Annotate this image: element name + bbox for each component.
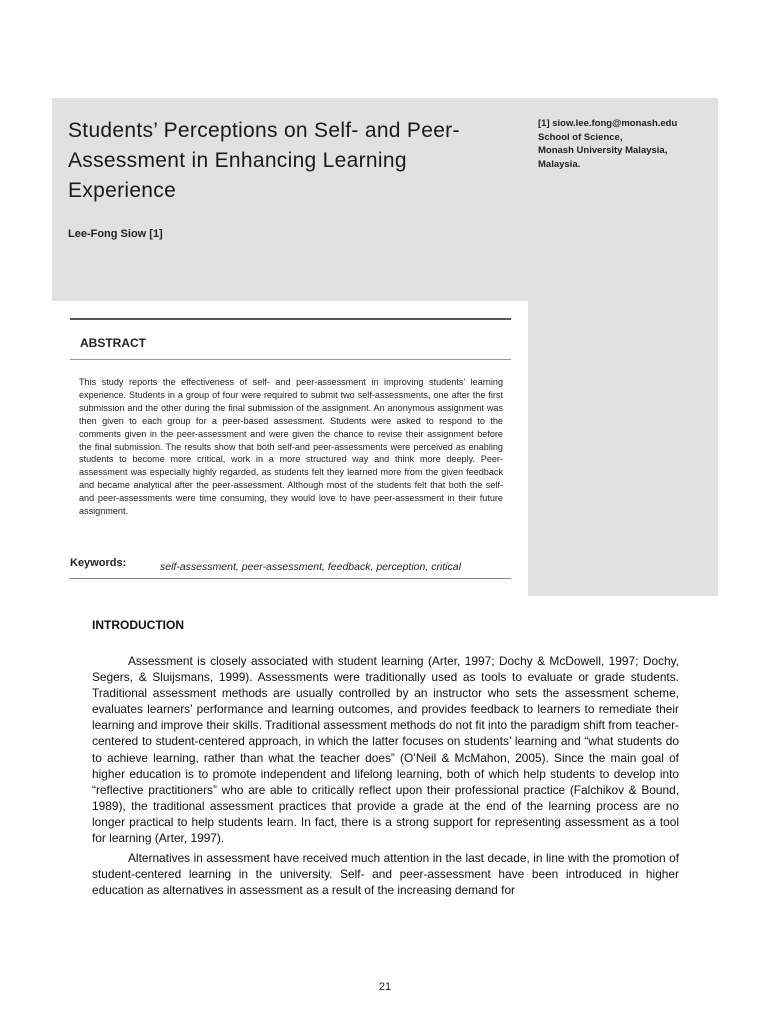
introduction-body [92, 653, 679, 902]
affiliation-panel [528, 98, 718, 596]
paragraph: Alternatives in assessment have received much attention in the last decade, in line with the promotion of student-centered learning in the university. Self- and peer-assessment have been introduced in higher education as alternatives in assessment as a result of the increasing demand for [92, 851, 679, 898]
introduction-heading: INTRODUCTION [92, 618, 184, 632]
author-line: Lee-Fong Siow [1] [68, 228, 163, 240]
paper-title: Students’ Perceptions on Self- and Peer-Assessment in Enhancing Learning Experience [68, 119, 460, 202]
affiliation-university: Monash University Malaysia, [538, 145, 668, 156]
abstract-text: This study reports the effectiveness of self- and peer-assessment in improving students’ learning experience. Students in a group of four were required to submit two self-assessments, one after the first submission and the other during the final submission of the assignment. An anonymous assignment was then given to each group for a peer-based assessment. Students were asked to respond to the comments given in the peer-assessment and were given the chance to revise their assignment before the final submission. The results show that both self-and peer-assessments were perceived as enabling students to become more critical, work in a more structured way and think more deeply. Peer-assessment was especially highly regarded, as students felt they learned more from the given feedback and became analytical after the peer-assessment. Although most of the students felt that both the self- and peer-assessments were time consuming, they would love to have peer-assessment in their future assignment. [79, 377, 503, 517]
affiliation-country: Malaysia. [538, 158, 581, 170]
keywords-value: self-assessment, peer-assessment, feedback, perception, critical [160, 561, 461, 573]
paragraph: Assessment is closely associated with student learning (Arter, 1997; Dochy & McDowell, 1997; Dochy, Segers, & Sluijsmans, 1999). Assessments were traditionally used as tools to evaluate or grade students. Traditional assessment methods are usually controlled by an instructor who sets the assessment scheme, evaluates learners’ performance and learning outcomes, and provides feedback to learners to remediate their learning and improve their skills. Traditional assessment methods do not fit into the paradigm shift from teacher-centered to student-centered approach, in which the latter focuses on students’ learning and “what students do to achieve learning, rather than what the teacher does” (O’Neil & McMahon, 2005). Since the main goal of higher education is to promote independent and lifelong learning, both of which help students to develop into “reflective practitioners” who are able to critically reflect upon their professional practice (Falchikov & Bound, 1989), the traditional assessment practices that provide a grade at the end of the learning process are no longer practical to help students learn. In fact, there is a strong support for representing assessment as a tool for learning (Arter, 1997). [92, 654, 679, 846]
keywords-label: Keywords: [70, 557, 127, 569]
author-email: [1] siow.lee.fong@monash.edu [538, 118, 678, 129]
affiliation-block [538, 117, 713, 171]
abstract-heading: ABSTRACT [80, 336, 146, 350]
abstract-divider [70, 359, 511, 360]
affiliation-school: School of Science, [538, 131, 623, 143]
page-number: 21 [378, 981, 392, 993]
